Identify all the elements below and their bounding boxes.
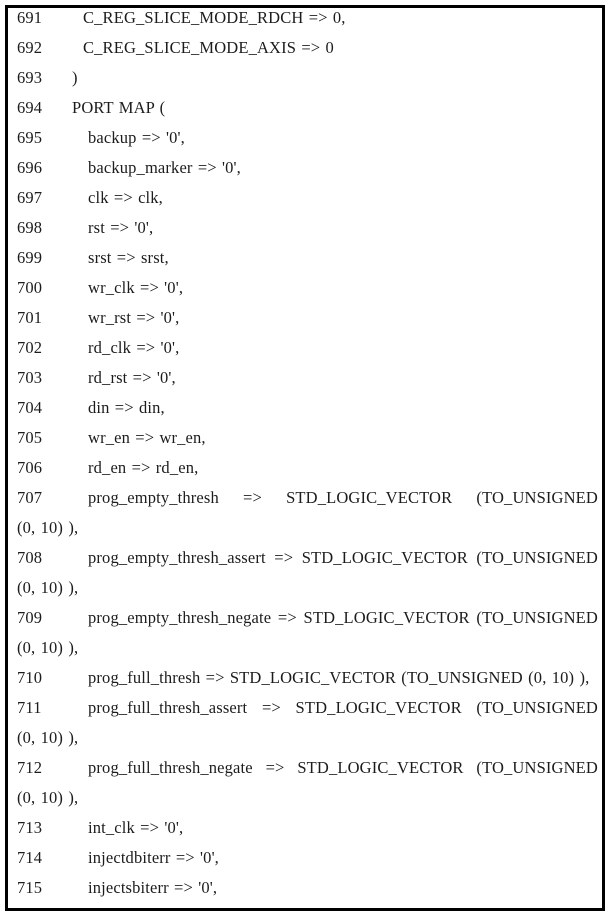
line-number: 697 <box>17 188 43 207</box>
code-line <box>8 33 602 63</box>
code-line <box>8 303 602 333</box>
code-token: STD_LOGIC_VECTOR <box>297 758 464 777</box>
line-number: 696 <box>17 158 43 177</box>
code-line <box>8 663 602 693</box>
code-line <box>8 93 602 123</box>
code-text: wr_clk => '0', <box>88 278 184 297</box>
code-line <box>8 243 602 273</box>
code-line <box>8 423 602 453</box>
code-line <box>8 5 602 33</box>
code-text: rd_en => rd_en, <box>88 458 199 477</box>
code-line <box>8 543 602 573</box>
code-text: PORT MAP ( <box>72 98 166 117</box>
code-line <box>8 873 602 903</box>
code-text: rst => '0', <box>88 218 154 237</box>
code-line <box>8 813 602 843</box>
line-number: 708 <box>17 548 43 567</box>
code-text: din => din, <box>88 398 165 417</box>
line-number: 694 <box>17 98 43 117</box>
line-number: 710 <box>17 668 43 687</box>
line-number: 693 <box>17 68 43 87</box>
code-text: C_REG_SLICE_MODE_AXIS => 0 <box>83 38 334 57</box>
line-number: 715 <box>17 878 43 897</box>
code-token: => <box>261 698 281 717</box>
continuation-text: (0, 10) ), <box>17 728 79 747</box>
line-number: 692 <box>17 38 43 57</box>
line-number: 698 <box>17 218 43 237</box>
code-line <box>8 213 602 243</box>
line-number: 711 <box>17 698 42 717</box>
code-line-continuation <box>8 783 602 813</box>
page-frame <box>5 5 605 911</box>
continuation-text: (0, 10) ), <box>17 788 79 807</box>
code-line <box>8 333 602 363</box>
code-text <box>88 693 598 723</box>
code-line <box>8 453 602 483</box>
code-text: wr_rst => '0', <box>88 308 180 327</box>
line-number: 703 <box>17 368 43 387</box>
code-token: (TO_UNSIGNED <box>476 548 598 567</box>
code-line <box>8 363 602 393</box>
code-line-continuation <box>8 573 602 603</box>
code-token: STD_LOGIC_VECTOR <box>303 608 470 627</box>
code-token: prog_empty_thresh <box>88 488 219 507</box>
code-token: (TO_UNSIGNED <box>476 488 598 507</box>
code-text: C_REG_SLICE_MODE_RDCH => 0, <box>83 8 346 27</box>
line-number: 699 <box>17 248 43 267</box>
code-text: backup_marker => '0', <box>88 158 241 177</box>
continuation-text: (0, 10) ), <box>17 638 79 657</box>
code-text: rd_clk => '0', <box>88 338 180 357</box>
code-token: prog_empty_thresh_assert <box>88 548 266 567</box>
code-line <box>8 393 602 423</box>
line-number: 709 <box>17 608 43 627</box>
code-line-continuation <box>8 633 602 663</box>
code-token: STD_LOGIC_VECTOR <box>286 488 453 507</box>
code-token: => <box>243 488 262 507</box>
line-number: 695 <box>17 128 43 147</box>
code-text <box>88 603 598 633</box>
code-line <box>8 843 602 873</box>
code-token: (TO_UNSIGNED <box>476 698 598 717</box>
code-token: prog_empty_thresh_negate <box>88 608 272 627</box>
line-number: 706 <box>17 458 43 477</box>
code-line <box>8 693 602 723</box>
code-text <box>88 483 598 513</box>
code-text: backup => '0', <box>88 128 185 147</box>
code-line <box>8 123 602 153</box>
code-token: STD_LOGIC_VECTOR <box>301 548 468 567</box>
code-line <box>8 753 602 783</box>
line-number: 712 <box>17 758 43 777</box>
code-text <box>88 543 598 573</box>
line-number: 691 <box>17 8 43 27</box>
code-text: injectsbiterr => '0', <box>88 878 218 897</box>
line-number: 707 <box>17 488 43 507</box>
code-text <box>88 753 598 783</box>
continuation-text: (0, 10) ), <box>17 518 79 537</box>
line-number: 704 <box>17 398 43 417</box>
code-text: injectdbiterr => '0', <box>88 848 219 867</box>
code-text: prog_full_thresh => STD_LOGIC_VECTOR (TO_UNSIGNED (0, 10) ), <box>88 668 590 687</box>
code-text: wr_en => wr_en, <box>88 428 206 447</box>
code-line <box>8 153 602 183</box>
code-token: => <box>274 548 294 567</box>
code-text: srst => srst, <box>88 248 169 267</box>
code-text: rd_rst => '0', <box>88 368 176 387</box>
line-number: 702 <box>17 338 43 357</box>
line-number: 700 <box>17 278 43 297</box>
code-text: ) <box>72 68 78 87</box>
code-token: => <box>265 758 285 777</box>
line-number: 701 <box>17 308 43 327</box>
code-listing <box>8 5 602 903</box>
code-line <box>8 63 602 93</box>
line-number: 713 <box>17 818 43 837</box>
code-line <box>8 603 602 633</box>
code-line <box>8 273 602 303</box>
continuation-text: (0, 10) ), <box>17 578 79 597</box>
code-token: (TO_UNSIGNED <box>476 608 598 627</box>
code-token: prog_full_thresh_assert <box>88 698 248 717</box>
line-number: 705 <box>17 428 43 447</box>
code-token: (TO_UNSIGNED <box>476 758 598 777</box>
code-text: clk => clk, <box>88 188 163 207</box>
code-text: int_clk => '0', <box>88 818 184 837</box>
code-line-continuation <box>8 513 602 543</box>
code-line <box>8 483 602 513</box>
code-token: prog_full_thresh_negate <box>88 758 253 777</box>
code-token: STD_LOGIC_VECTOR <box>295 698 462 717</box>
code-token: => <box>277 608 297 627</box>
line-number: 714 <box>17 848 43 867</box>
code-line <box>8 183 602 213</box>
code-line-continuation <box>8 723 602 753</box>
